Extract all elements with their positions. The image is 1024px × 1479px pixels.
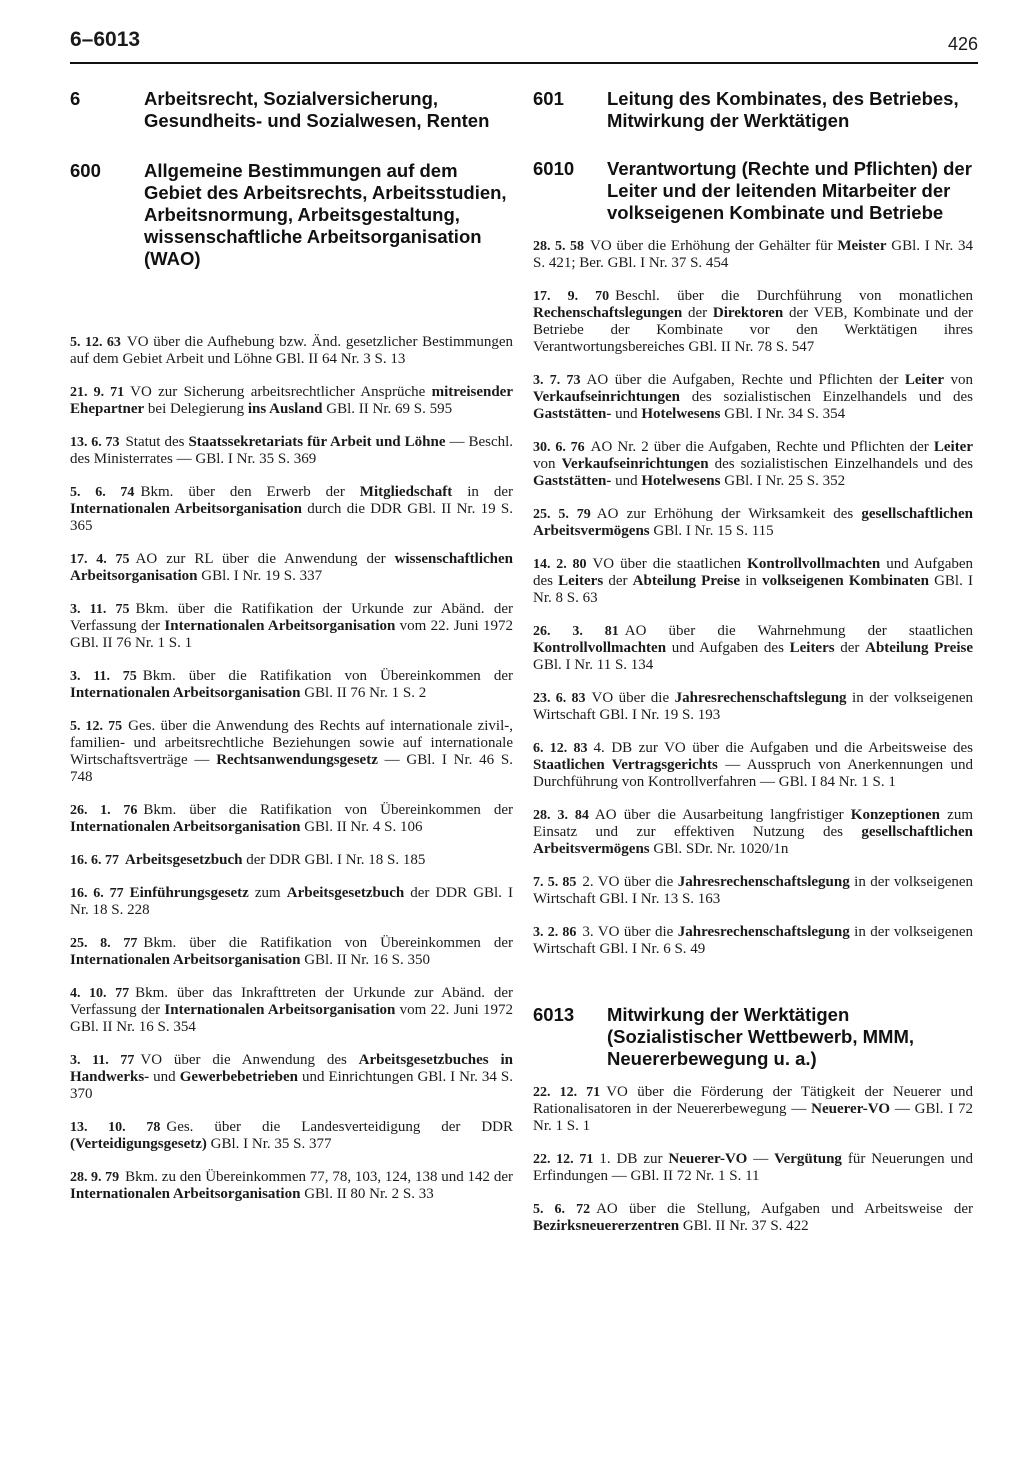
entry-text: in der bbox=[452, 484, 514, 500]
entry-text: Bkm. über die Ratifikation der Urkunde zur Abänd. der Verfassung der bbox=[70, 601, 513, 634]
entry-date: 17. 4. 75 bbox=[70, 552, 130, 567]
entry-keyword: volkseigenen Kombinaten bbox=[762, 573, 929, 589]
law-entry bbox=[533, 807, 973, 858]
law-entry bbox=[533, 1201, 973, 1235]
entry-text: — GBl. I 72 Nr. 1 S. 1 bbox=[533, 1101, 974, 1134]
entry-date: 4. 10. 77 bbox=[70, 986, 130, 1001]
entry-date: 16. 6. 77 bbox=[70, 853, 119, 868]
entry-keyword: Gewerbebetrieben bbox=[179, 1069, 298, 1085]
law-entry bbox=[533, 288, 973, 356]
section-title: Verantwortung (Rechte und Pflichten) der Leiter und der leitenden Mitarbeiter der volkseigenen Kombinate und Betriebe bbox=[607, 158, 972, 223]
entry-keyword: Mitgliedschaft bbox=[359, 484, 453, 500]
entry-keyword: Arbeitsgesetzbuches in Handwerks- bbox=[70, 1052, 513, 1085]
entry-date: 13. 6. 73 bbox=[70, 435, 120, 450]
entry-list-600 bbox=[70, 334, 513, 1203]
entry-text: VO zur Sicherung arbeitsrechtlicher Ansprüche bbox=[130, 384, 432, 400]
entry-keyword: Bezirksneuererzentren bbox=[533, 1218, 680, 1234]
entry-text: für Neuerungen und Erfindungen — GBl. II 72 Nr. 1 S. 11 bbox=[533, 1151, 974, 1184]
entry-text: Beschl. über die Durchführung von monatlichen bbox=[615, 288, 974, 304]
entry-text: AO über die Stellung, Aufgaben und Arbeitsweise der bbox=[596, 1201, 973, 1217]
law-entry bbox=[533, 372, 973, 423]
entry-text: des sozialistischen Einzelhandels und des bbox=[708, 456, 974, 472]
section-heading-601 bbox=[533, 88, 973, 132]
entry-text: Ges. über die Landesverteidigung der DDR bbox=[166, 1119, 513, 1135]
entry-keyword: Verkaufseinrichtungen bbox=[561, 456, 709, 472]
entry-keyword: Abteilung Preise bbox=[632, 573, 741, 589]
law-entry bbox=[533, 874, 973, 908]
entry-text: — Ausspruch von Anerkennungen und Durchführung von Kontrollverfahren — GBl. I 84 Nr. 1 S. 1 bbox=[533, 757, 973, 790]
section-number: 600 bbox=[70, 160, 101, 181]
entry-text: in der volkseigenen Wirtschaft GBl. I Nr. 13 S. 163 bbox=[533, 874, 974, 907]
entry-text: GBl. I Nr. 34 S. 421; Ber. GBl. I Nr. 37 S. 454 bbox=[533, 238, 974, 271]
entry-text: GBl. II 76 Nr. 1 S. 2 bbox=[300, 685, 427, 701]
entry-date: 5. 12. 75 bbox=[70, 719, 123, 734]
entry-text: Bkm. zu den Übereinkommen 77, 78, 103, 124, 138 und 142 der bbox=[125, 1169, 514, 1185]
section-heading-6 bbox=[70, 88, 513, 132]
entry-text: der bbox=[603, 573, 633, 589]
law-entry bbox=[533, 1084, 973, 1135]
section-title: Leitung des Kombinates, des Betriebes, Mitwirkung der Werktätigen bbox=[607, 88, 959, 131]
entry-text: Bkm. über die Ratifikation von Übereinkommen der bbox=[143, 802, 513, 818]
entry-keyword: Internationalen Arbeitsorganisation bbox=[70, 819, 301, 835]
section-number: 601 bbox=[533, 88, 564, 109]
law-entry bbox=[70, 334, 513, 368]
entry-date: 21. 9. 71 bbox=[70, 385, 125, 400]
law-entry bbox=[533, 690, 973, 724]
entry-text: durch die DDR GBl. II Nr. 19 S. 365 bbox=[70, 501, 513, 534]
entry-text: — GBl. I Nr. 46 S. 748 bbox=[70, 752, 513, 785]
entry-text: AO über die Aufgaben, Rechte und Pflichten der bbox=[586, 372, 905, 388]
entry-keyword: Arbeitsgesetzbuch bbox=[125, 852, 243, 868]
entry-keyword: Arbeitsgesetzbuch bbox=[286, 885, 405, 901]
entry-keyword: Konzeptionen bbox=[850, 807, 940, 823]
entry-date: 3. 11. 75 bbox=[70, 669, 137, 684]
entry-date: 5. 6. 74 bbox=[70, 485, 135, 500]
law-entry bbox=[533, 1151, 973, 1185]
entry-keyword: Verkaufseinrichtungen bbox=[533, 389, 680, 405]
law-entry bbox=[70, 484, 513, 535]
entry-text: GBl. II Nr. 69 S. 595 bbox=[322, 401, 453, 417]
entry-keyword: Meister bbox=[837, 238, 887, 254]
entry-date: 22. 12. 71 bbox=[533, 1152, 594, 1167]
section-heading-6013 bbox=[533, 1004, 973, 1070]
entry-text: — bbox=[747, 1151, 775, 1167]
entry-text: vom 22. Juni 1972 GBl. II Nr. 16 S. 354 bbox=[70, 1002, 513, 1035]
entry-keyword: Vergütung bbox=[774, 1151, 842, 1167]
entry-text: VO über die staatlichen bbox=[592, 556, 748, 572]
law-entry bbox=[533, 439, 973, 490]
entry-date: 30. 6. 76 bbox=[533, 440, 585, 455]
entry-date: 28. 9. 79 bbox=[70, 1170, 120, 1185]
entry-date: 3. 11. 77 bbox=[70, 1053, 135, 1068]
entry-date: 3. 11. 75 bbox=[70, 602, 130, 617]
section-number: 6010 bbox=[533, 158, 575, 179]
entry-text: von bbox=[944, 372, 974, 388]
law-entry bbox=[533, 556, 973, 607]
entry-text: AO über die Ausarbeitung langfristiger bbox=[594, 807, 851, 823]
entry-text: und bbox=[149, 1069, 180, 1085]
entry-text: und bbox=[611, 473, 642, 489]
entry-list-6013 bbox=[533, 1084, 973, 1235]
entry-text: in der volkseigenen Wirtschaft GBl. I Nr. 19 S. 193 bbox=[533, 690, 973, 723]
law-entry bbox=[533, 238, 973, 272]
entry-keyword: Internationalen Arbeitsorganisation bbox=[164, 618, 396, 634]
entry-text: GBl. II Nr. 37 S. 422 bbox=[679, 1218, 809, 1234]
entry-text: Statut des bbox=[125, 434, 189, 450]
entry-text: und Aufgaben des bbox=[533, 556, 974, 589]
entry-keyword: Abteilung Preise bbox=[865, 640, 974, 656]
law-entry bbox=[70, 1119, 513, 1153]
entry-text: GBl. II Nr. 16 S. 350 bbox=[300, 952, 431, 968]
entry-text: VO über die bbox=[591, 690, 675, 706]
entry-date: 5. 12. 63 bbox=[70, 335, 121, 350]
entry-text: von bbox=[533, 456, 562, 472]
section-number: 6013 bbox=[533, 1004, 575, 1025]
entry-keyword: Internationalen Arbeitsorganisation bbox=[70, 685, 301, 701]
entry-date: 22. 12. 71 bbox=[533, 1085, 601, 1100]
page-number: 426 bbox=[947, 34, 978, 54]
entry-text: 2. VO über die bbox=[582, 874, 678, 890]
entry-keyword: Leiters bbox=[558, 573, 604, 589]
entry-text: der DDR GBl. I Nr. 18 S. 228 bbox=[70, 885, 514, 918]
entry-date: 5. 6. 72 bbox=[533, 1202, 591, 1217]
running-header-section-range: 6–6013 bbox=[70, 28, 141, 51]
entry-keyword: gesellschaftlichen Arbeitsvermögens bbox=[533, 506, 973, 539]
entry-text: GBl. I Nr. 35 S. 377 bbox=[206, 1136, 332, 1152]
entry-text: GBl. II 80 Nr. 2 S. 33 bbox=[300, 1186, 434, 1202]
law-entry bbox=[70, 885, 513, 919]
section-title: Arbeitsrecht, Sozialversicherung, Gesundheits- und Sozialwesen, Renten bbox=[144, 88, 490, 131]
law-entry bbox=[70, 551, 513, 585]
entry-date: 26. 3. 81 bbox=[533, 624, 619, 639]
entry-text: Bkm. über die Ratifikation von Übereinkommen der bbox=[143, 935, 513, 951]
entry-text: 4. DB zur VO über die Aufgaben und die Arbeitsweise des bbox=[593, 740, 973, 756]
entry-keyword: Neuerer-VO bbox=[811, 1101, 890, 1117]
entry-text: GBl. I Nr. 8 S. 63 bbox=[533, 573, 974, 606]
entry-date: 28. 5. 58 bbox=[533, 239, 585, 254]
section-heading-600 bbox=[70, 160, 513, 270]
entry-text: GBl. I Nr. 11 S. 134 bbox=[533, 657, 654, 673]
entry-keyword: Internationalen Arbeitsorganisation bbox=[70, 1186, 301, 1202]
entry-text: VO über die Anwendung des bbox=[140, 1052, 359, 1068]
law-entry bbox=[70, 1169, 513, 1203]
entry-text: GBl. II Nr. 4 S. 106 bbox=[300, 819, 423, 835]
entry-date: 3. 7. 73 bbox=[533, 373, 581, 388]
entry-date: 17. 9. 70 bbox=[533, 289, 610, 304]
entry-text: — Beschl. des Ministerrates — GBl. I Nr. 35 S. 369 bbox=[70, 434, 514, 467]
entry-date: 3. 2. 86 bbox=[533, 925, 577, 940]
entry-keyword: Rechtsanwendungsgesetz bbox=[216, 752, 378, 768]
header-rule bbox=[70, 62, 978, 64]
entry-date: 26. 1. 76 bbox=[70, 803, 138, 818]
entry-keyword: Staatlichen Vertragsgerichts bbox=[533, 757, 718, 773]
entry-text: Bkm. über die Ratifikation von Übereinkommen der bbox=[142, 668, 513, 684]
entry-text: und Aufgaben des bbox=[666, 640, 790, 656]
law-entry bbox=[70, 434, 513, 468]
law-entry bbox=[70, 1052, 513, 1103]
entry-text: in der volkseigenen Wirtschaft GBl. I Nr. 6 S. 49 bbox=[533, 924, 974, 957]
entry-date: 14. 2. 80 bbox=[533, 557, 587, 572]
entry-keyword: Jahresrechenschaftslegung bbox=[674, 690, 847, 706]
entry-text: AO zur Erhöhung der Wirksamkeit des bbox=[596, 506, 862, 522]
entry-keyword: Hotelwesens bbox=[641, 406, 721, 422]
law-entry bbox=[533, 506, 973, 540]
law-entry bbox=[533, 924, 973, 958]
entry-text: der bbox=[682, 305, 713, 321]
left-column bbox=[70, 88, 513, 1219]
entry-date: 25. 5. 79 bbox=[533, 507, 591, 522]
entry-keyword: Internationalen Arbeitsorganisation bbox=[70, 952, 301, 968]
entry-keyword: Leiter bbox=[933, 439, 973, 455]
entry-keyword: Kontrollvollmachten bbox=[747, 556, 881, 572]
entry-date: 13. 10. 78 bbox=[70, 1120, 161, 1135]
entry-text: GBl. I Nr. 19 S. 337 bbox=[197, 568, 323, 584]
entry-text: und Einrichtungen GBl. I Nr. 34 S. 370 bbox=[70, 1069, 514, 1102]
entry-keyword: Direktoren bbox=[712, 305, 784, 321]
entry-keyword: Leiters bbox=[789, 640, 835, 656]
entry-text: GBl. I Nr. 34 S. 354 bbox=[720, 406, 846, 422]
section-title: Allgemeine Bestimmungen auf dem Gebiet des Arbeitsrechts, Arbeitsstudien, Arbeitsnormung, Arbeitsgestaltung, wissenschaftliche Arbeitsorganisation (WAO) bbox=[144, 160, 507, 269]
entry-text: AO über die Wahrnehmung der staatlichen bbox=[624, 623, 973, 639]
entry-keyword: Jahresrechenschaftslegung bbox=[677, 874, 850, 890]
entry-text: GBl. I Nr. 25 S. 352 bbox=[720, 473, 846, 489]
entry-text: GBl. SDr. Nr. 1020/1n bbox=[649, 841, 789, 857]
entry-text: VO über die Aufhebung bzw. Änd. gesetzlicher Bestimmungen auf dem Gebiet Arbeit und Löhne GBl. II 64 Nr. 3 S. 13 bbox=[70, 334, 513, 367]
entry-text: bei Delegierung bbox=[144, 401, 248, 417]
entry-text: VO über die Förderung der Tätigkeit der Neuerer und Rationalisatoren in der Neuererbewegung — bbox=[533, 1084, 973, 1117]
entry-text: GBl. I Nr. 15 S. 115 bbox=[649, 523, 774, 539]
entry-text: der bbox=[834, 640, 866, 656]
entry-text: zum bbox=[248, 885, 287, 901]
entry-date: 28. 3. 84 bbox=[533, 808, 589, 823]
entry-text: 3. VO über die bbox=[582, 924, 678, 940]
entry-keyword: Gaststätten- bbox=[533, 406, 612, 422]
entry-keyword: Internationalen Arbeitsorganisation bbox=[70, 501, 302, 517]
section-number: 6 bbox=[70, 88, 81, 109]
entry-text: 1. DB zur bbox=[599, 1151, 669, 1167]
law-entry bbox=[70, 985, 513, 1036]
entry-date: 23. 6. 83 bbox=[533, 691, 586, 706]
entry-keyword: Einführungsgesetz bbox=[129, 885, 249, 901]
law-entry bbox=[70, 802, 513, 836]
law-entry bbox=[70, 384, 513, 418]
entry-keyword: wissenschaftlichen Arbeitsorganisation bbox=[70, 551, 514, 584]
law-entry bbox=[70, 852, 513, 869]
entry-keyword: Gaststätten- bbox=[533, 473, 612, 489]
entry-date: 7. 5. 85 bbox=[533, 875, 577, 890]
entry-text: Ges. über die Anwendung des Rechts auf internationale zivil-, familien- und arbeitsrechtliche Beziehungen sowie auf internationale Wirtschaftsverträge — bbox=[70, 718, 513, 768]
law-entry bbox=[70, 601, 513, 652]
entry-keyword: Kontrollvollmachten bbox=[533, 640, 667, 656]
law-entry bbox=[533, 623, 973, 674]
entry-keyword: Neuerer-VO bbox=[668, 1151, 748, 1167]
entry-keyword: Staatssekretariats für Arbeit und Löhne bbox=[188, 434, 446, 450]
entry-text: zum Einsatz und zur effektiven Nutzung des bbox=[533, 807, 974, 840]
entry-date: 16. 6. 77 bbox=[70, 886, 124, 901]
entry-text: Bkm. über das Inkrafttreten der Urkunde zur Abänd. der Verfassung der bbox=[70, 985, 513, 1018]
law-entry bbox=[70, 718, 513, 786]
entry-text: der VEB, Kombinate und der Betriebe der Kombinate vor den Werktätigen ihres Verantwortungsbereiches GBl. II Nr. 78 S. 547 bbox=[533, 305, 974, 355]
section-heading-6010 bbox=[533, 158, 973, 224]
entry-text: VO über die Erhöhung der Gehälter für bbox=[590, 238, 838, 254]
entry-text: vom 22. Juni 1972 GBl. II 76 Nr. 1 S. 1 bbox=[70, 618, 513, 651]
entry-keyword: gesellschaftlichen Arbeitsvermögens bbox=[533, 824, 973, 857]
entry-keyword: mitreisender Ehepartner bbox=[70, 384, 513, 417]
entry-text: der DDR GBl. I Nr. 18 S. 185 bbox=[242, 852, 426, 868]
law-entry bbox=[70, 668, 513, 702]
right-column bbox=[533, 88, 973, 1251]
entry-text: AO zur RL über die Anwendung der bbox=[135, 551, 395, 567]
entry-text: des sozialistischen Einzelhandels und des bbox=[679, 389, 973, 405]
law-entry bbox=[70, 935, 513, 969]
entry-date: 25. 8. 77 bbox=[70, 936, 138, 951]
entry-keyword: Jahresrechenschaftslegung bbox=[677, 924, 850, 940]
entry-text: Bkm. über den Erwerb der bbox=[140, 484, 360, 500]
entry-date: 6. 12. 83 bbox=[533, 741, 588, 756]
entry-keyword: (Verteidigungsgesetz) bbox=[70, 1136, 207, 1152]
entry-text: und bbox=[611, 406, 642, 422]
law-entry bbox=[533, 740, 973, 791]
entry-keyword: Hotelwesens bbox=[641, 473, 721, 489]
entry-keyword: Rechenschaftslegungen bbox=[533, 305, 683, 321]
entry-keyword: Leiter bbox=[904, 372, 944, 388]
entry-keyword: Internationalen Arbeitsorganisation bbox=[164, 1002, 396, 1018]
entry-keyword: ins Ausland bbox=[247, 401, 323, 417]
section-title: Mitwirkung der Werktätigen (Sozialistischer Wettbewerb, MMM, Neuererbewegung u. a.) bbox=[607, 1004, 915, 1069]
entry-list-6010 bbox=[533, 238, 973, 958]
entry-text: AO Nr. 2 über die Aufgaben, Rechte und Pflichten der bbox=[590, 439, 934, 455]
entry-text: in bbox=[740, 573, 763, 589]
